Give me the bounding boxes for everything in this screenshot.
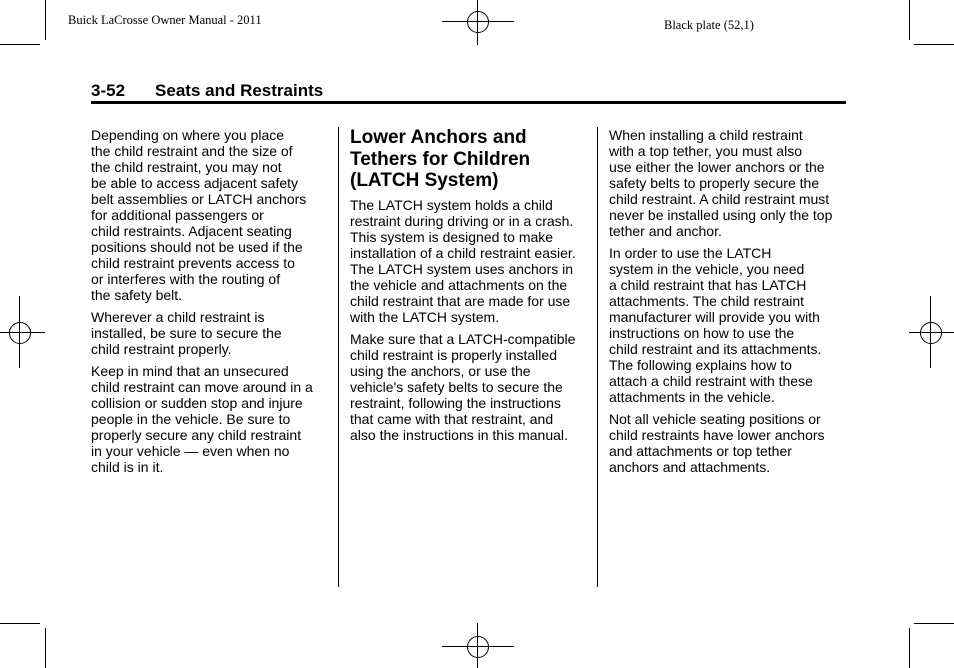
paragraph [609, 127, 849, 239]
text-line: child restraint that are made for use [350, 292, 571, 309]
text-line: child restraint. A child restraint must [609, 191, 830, 207]
text-line: The LATCH system uses anchors in [350, 260, 574, 277]
text-line: the vehicle and attachments on the [350, 276, 568, 293]
text-line: Not all vehicle seating positions or [609, 411, 821, 427]
crop-mark [0, 44, 40, 45]
crop-mark [45, 628, 46, 668]
latch-heading [350, 127, 590, 192]
text-line: Tethers for Children [350, 148, 531, 170]
column-divider [338, 127, 339, 587]
text-line: that came with that restraint, and [350, 410, 554, 427]
text-line: Keep in mind that an unsecured [91, 363, 289, 379]
text-line: child restraint prevents access to [91, 255, 295, 271]
text-line: system in the vehicle, you need [609, 261, 805, 277]
crop-mark [45, 0, 46, 40]
crop-mark [914, 44, 954, 45]
text-line: anchors and attachments. [609, 459, 771, 475]
text-line: instructions on how to use the [609, 325, 795, 341]
text-line: (LATCH System) [350, 170, 499, 191]
header-rule [91, 101, 846, 104]
text-line: also the instructions in this manual. [350, 426, 568, 443]
text-line: In order to use the LATCH [609, 245, 772, 261]
text-line: in your vehicle — even when no [91, 443, 290, 459]
text-line: people in the vehicle. Be sure to [91, 411, 291, 427]
paragraph [609, 411, 849, 475]
text-line: attachments in the vehicle. [609, 389, 775, 405]
text-line: child restraint and its attachments. [609, 341, 822, 357]
text-line: safety belts to properly secure the [609, 175, 820, 191]
paragraph [609, 245, 849, 405]
paragraph [91, 309, 329, 357]
paragraph [91, 363, 329, 475]
paragraph [91, 127, 329, 303]
text-line: restraint during driving or in a crash. [350, 212, 574, 229]
page-number: 3-52 [91, 81, 126, 100]
text-line: installed, be sure to secure the [91, 325, 282, 341]
text-line: Wherever a child restraint is [91, 309, 265, 325]
text-line: for additional passengers or [91, 207, 264, 223]
text-line: tether and anchor. [609, 223, 722, 239]
registration-mark-top [442, 0, 514, 45]
text-line: manufacturer will provide you with [609, 309, 820, 325]
text-line: child is in it. [91, 459, 164, 475]
paragraph [350, 197, 590, 325]
text-line: child restraint is properly installed [350, 346, 557, 363]
paragraph [350, 331, 590, 443]
text-line: be able to access adjacent safety [91, 175, 299, 191]
plate-label: Black plate (52,1) [664, 18, 754, 32]
text-line: the safety belt. [91, 287, 183, 303]
text-line: the child restraint, you may not [91, 159, 282, 175]
text-line: using the anchors, or use the [350, 362, 531, 379]
crop-mark [0, 623, 40, 624]
text-line: vehicle's safety belts to secure the [350, 378, 563, 395]
crop-mark [914, 623, 954, 624]
text-line: collision or sudden stop and injure [91, 395, 303, 411]
text-line: child restraint can move around in a [91, 379, 313, 395]
text-line: a child restraint that has LATCH [609, 277, 807, 293]
section-title: Seats and Restraints [155, 81, 324, 100]
text-line: with the LATCH system. [350, 308, 500, 325]
text-line: attachments. The child restraint [609, 293, 805, 309]
text-line: the child restraint and the size of [91, 143, 293, 159]
crop-mark [909, 0, 910, 40]
manual-title: Buick LaCrosse Owner Manual - 2011 [68, 13, 262, 27]
text-line: Make sure that a LATCH-compatible [350, 330, 576, 347]
text-line: positions should not be used if the [91, 239, 303, 255]
text-line: and attachments or top tether [609, 443, 792, 459]
text-line: Lower Anchors and [350, 127, 527, 148]
text-line: When installing a child restraint [609, 127, 803, 143]
section-header [91, 81, 323, 101]
text-line: belt assemblies or LATCH anchors [91, 191, 307, 207]
text-line: Depending on where you place [91, 127, 285, 143]
text-line: The LATCH system holds a child [350, 196, 553, 213]
column-1 [91, 127, 329, 481]
text-line: This system is designed to make [350, 228, 554, 245]
column-divider [597, 127, 598, 587]
text-line: or interferes with the routing of [91, 271, 281, 287]
crop-mark [909, 628, 910, 668]
registration-mark-bottom [442, 623, 514, 668]
registration-mark-right [909, 296, 954, 368]
text-line: child restraints. Adjacent seating [91, 223, 292, 239]
registration-mark-left [0, 296, 45, 368]
text-line: installation of a child restraint easier. [350, 244, 576, 261]
text-line: never be installed using only the top [609, 207, 833, 223]
text-line: child restraint properly. [91, 341, 232, 357]
text-line: The following explains how to [609, 357, 792, 373]
column-3 [609, 127, 849, 481]
text-line: properly secure any child restraint [91, 427, 302, 443]
text-line: with a top tether, you must also [609, 143, 802, 159]
text-line: restraint, following the instructions [350, 394, 561, 411]
text-line: use either the lower anchors or the [609, 159, 825, 175]
text-line: child restraints have lower anchors [609, 427, 825, 443]
text-line: attach a child restraint with these [609, 373, 813, 389]
column-2 [350, 127, 590, 449]
